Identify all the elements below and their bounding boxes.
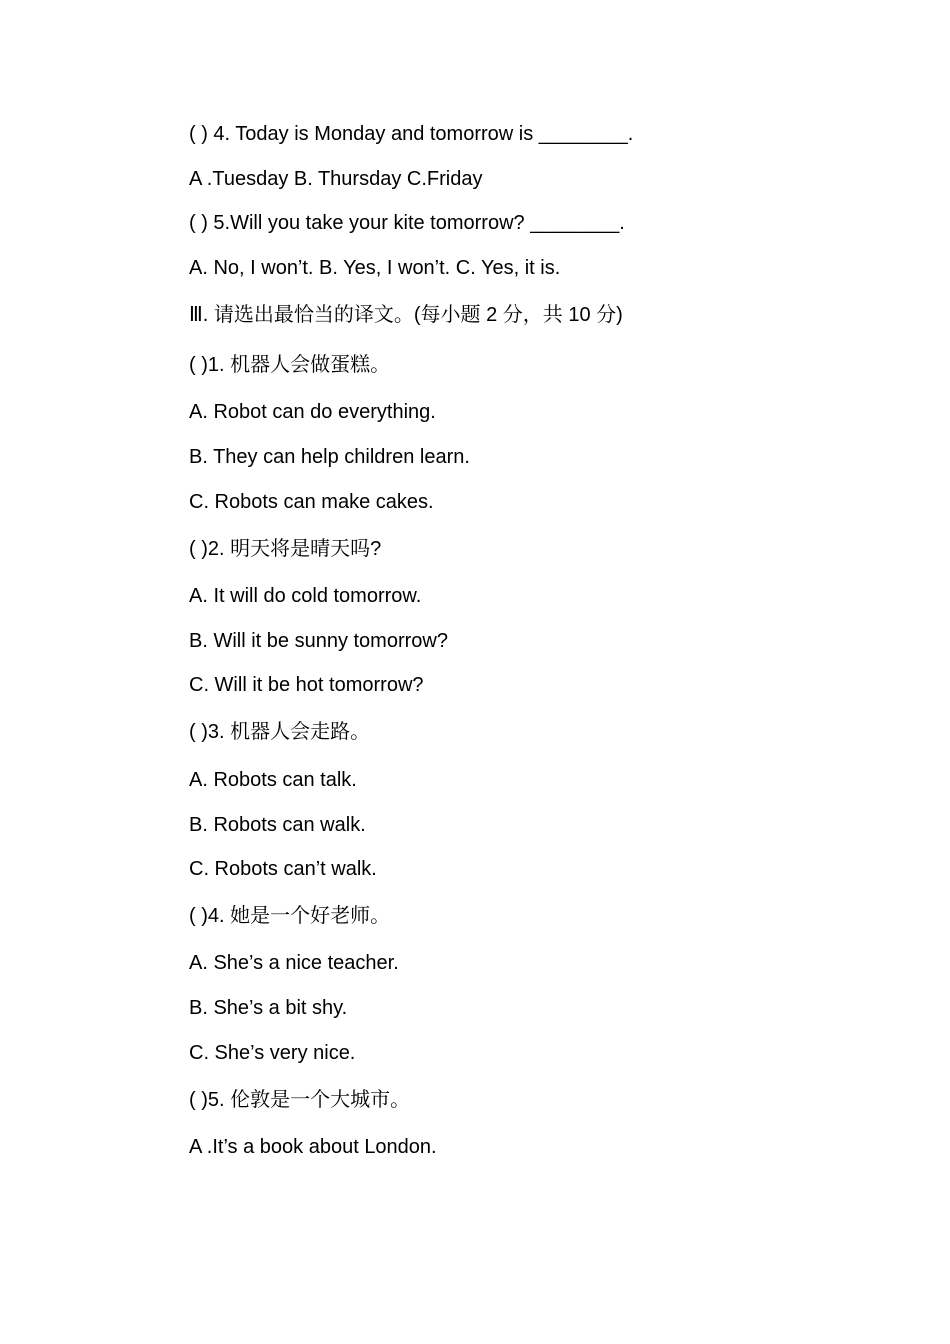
translation-question-5: ( )5. 伦敦是一个大城市。 [189,1089,411,1111]
translation-question-3: ( )3. 机器人会走路。 [189,721,371,743]
option-1b: B. They can help children learn. [189,446,470,468]
question-5: ( ) 5.Will you take your kite tomorrow? ________. [189,212,625,234]
question-4: ( ) 4. Today is Monday and tomorrow is ________. [189,123,634,145]
question-4-options: A .Tuesday B. Thursday C.Friday [189,168,483,190]
translation-question-2: ( )2. 明天将是晴天吗? [189,538,382,560]
option-5a: A .It’s a book about London. [189,1136,437,1158]
option-1c: C. Robots can make cakes. [189,491,434,513]
option-3c: C. Robots can’t walk. [189,858,377,880]
section-3-heading: Ⅲ. 请选出最恰当的译文。(每小题 2 分，共 10 分) [189,304,623,326]
option-3b: B. Robots can walk. [189,814,366,836]
option-2c: C. Will it be hot tomorrow? [189,674,424,696]
option-2b: B. Will it be sunny tomorrow? [189,630,448,652]
option-3a: A. Robots can talk. [189,769,357,791]
translation-question-1: ( )1. 机器人会做蛋糕。 [189,354,391,376]
option-4c: C. She’s very nice. [189,1042,356,1064]
question-5-options: A. No, I won’t. B. Yes, I won’t. C. Yes, it is. [189,257,561,279]
option-4a: A. She’s a nice teacher. [189,952,399,974]
option-4b: B. She’s a bit shy. [189,997,348,1019]
option-1a: A. Robot can do everything. [189,401,436,423]
option-2a: A. It will do cold tomorrow. [189,585,422,607]
translation-question-4: ( )4. 她是一个好老师。 [189,905,391,927]
